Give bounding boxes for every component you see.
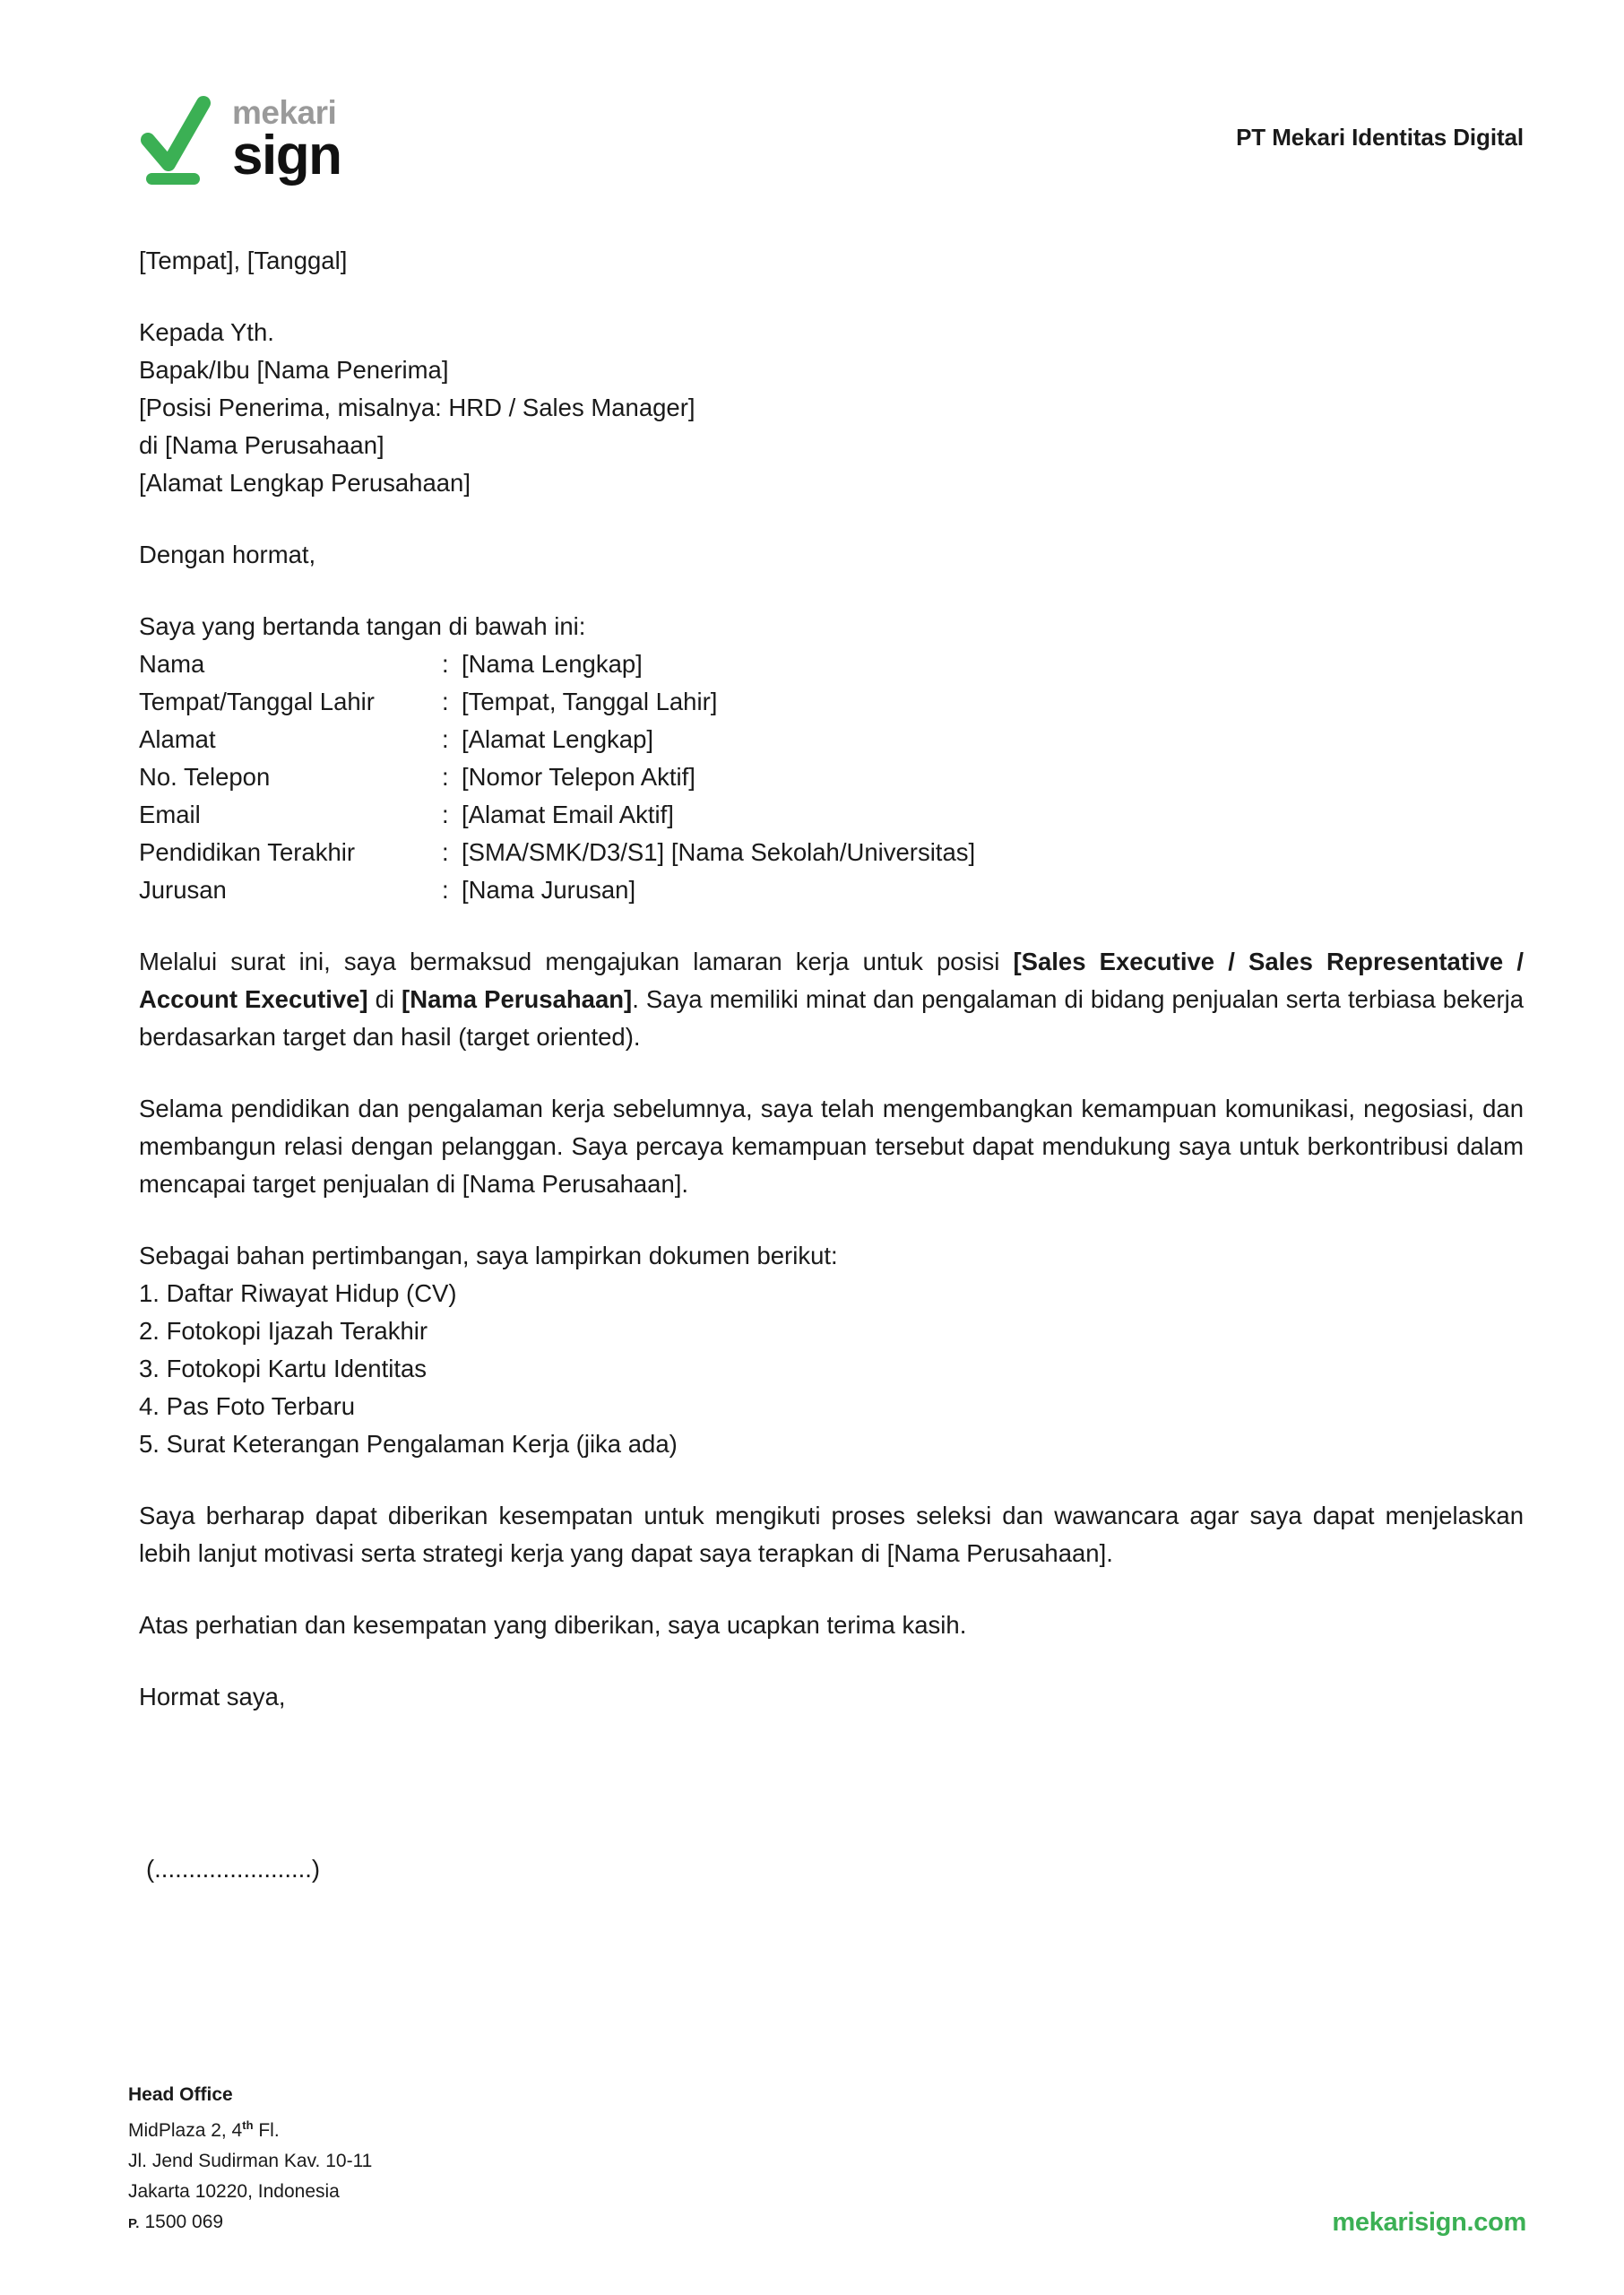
field-colon: : (442, 876, 449, 904)
paragraph-application (139, 943, 1524, 1056)
footer-phone-line (128, 2207, 372, 2239)
table-row (139, 645, 975, 683)
document-footer (128, 2080, 1526, 2239)
attachments-block (139, 1237, 1524, 1463)
logo-wordmark (232, 93, 341, 187)
recipient-line: [Alamat Lengkap Perusahaan] (139, 469, 471, 497)
footer-address-block (128, 2080, 372, 2239)
para1-part-a: Melalui surat ini, saya bermaksud mengajukan lamaran kerja untuk posisi (139, 948, 1014, 975)
recipient-line: Bapak/Ibu [Nama Penerima] (139, 356, 449, 384)
field-value: [Nomor Telepon Aktif] (462, 763, 695, 791)
paragraph-skills: Selama pendidikan dan pengalaman kerja sebelumnya, saya telah mengembangkan kemampuan komunikasi, negosiasi, dan membangun relasi dengan pelanggan. Saya percaya kemampuan tersebut dapat mendukung saya untuk berkontribusi dalam mencapai target penjualan di [Nama Perusahaan]. (139, 1095, 1524, 1198)
field-label: Alamat (139, 725, 216, 753)
recipient-block (139, 314, 1524, 502)
field-colon: : (442, 838, 449, 866)
mekari-sign-logo (139, 91, 341, 189)
field-colon: : (442, 688, 449, 715)
closing-salutation: Hormat saya, (139, 1683, 286, 1710)
letter-body (139, 242, 1524, 1888)
footer-office-title: Head Office (128, 2084, 233, 2105)
list-item: 2. Fotokopi Ijazah Terakhir (139, 1317, 428, 1345)
footer-address-line-1 (128, 2110, 372, 2146)
table-row (139, 758, 975, 796)
para1-bold-company: [Nama Perusahaan] (402, 985, 633, 1013)
para1-part-b: di (367, 985, 402, 1013)
para1-part-c: . Saya memiliki minat dan pengalaman di bidang penjualan serta terbiasa bekerja berdasarkan target dan hasil (target oriented). (139, 985, 1524, 1051)
field-colon: : (442, 801, 449, 828)
field-label: Jurusan (139, 876, 227, 904)
footer-phone-prefix: P. (128, 2216, 140, 2231)
field-label: Pendidikan Terakhir (139, 838, 356, 866)
table-row (139, 683, 975, 721)
footer-address-line-2: Jl. Jend Sudirman Kav. 10-11 (128, 2151, 373, 2171)
identity-intro: Saya yang bertanda tangan di bawah ini: (139, 612, 586, 640)
signature-placeholder: (.......................) (146, 1855, 321, 1883)
footer-website-link[interactable]: mekarisign.com (1332, 2208, 1526, 2237)
field-label: Nama (139, 650, 205, 678)
paragraph-interview-request: Saya berharap dapat diberikan kesempatan untuk mengikuti proses seleksi dan wawancara agar saya dapat menjelaskan lebih lanjut motivasi serta strategi kerja yang dapat saya terapkan di [Nama Perusahaan]. (139, 1502, 1524, 1567)
table-row (139, 796, 975, 834)
footer-address-line-3: Jakarta 10220, Indonesia (128, 2181, 340, 2202)
field-value: [Nama Jurusan] (462, 876, 636, 904)
footer-address-1-pre: MidPlaza 2, 4 (128, 2120, 243, 2141)
footer-phone-number: 1500 069 (144, 2212, 224, 2232)
footer-address-1-post: Fl. (253, 2120, 280, 2141)
check-mark-logo-icon (139, 91, 218, 189)
list-item: 3. Fotokopi Kartu Identitas (139, 1355, 428, 1382)
table-row (139, 721, 975, 758)
signature-space (139, 1716, 1524, 1850)
identity-block (139, 608, 1524, 909)
list-item: 5. Surat Keterangan Pengalaman Kerja (jika ada) (139, 1430, 678, 1458)
table-row (139, 871, 975, 909)
field-value: [Tempat, Tanggal Lahir] (462, 688, 718, 715)
para1-bold-position: [Sales Executive / Sales Representative / Account Executive] (139, 948, 1524, 1013)
footer-address-1-ordinal: th (242, 2118, 254, 2132)
identity-field-table (139, 645, 975, 909)
recipient-line: Kepada Yth. (139, 318, 274, 346)
field-label: No. Telepon (139, 763, 271, 791)
list-item: 4. Pas Foto Terbaru (139, 1392, 356, 1420)
attachments-intro: Sebagai bahan pertimbangan, saya lampirkan dokumen berikut: (139, 1242, 838, 1269)
list-item: 1. Daftar Riwayat Hidup (CV) (139, 1279, 457, 1307)
field-value: [Alamat Email Aktif] (462, 801, 674, 828)
header-company-name: PT Mekari Identitas Digital (1236, 123, 1524, 151)
logo-sign-text: sign (232, 125, 341, 187)
date-line: [Tempat], [Tanggal] (139, 247, 348, 274)
field-colon: : (442, 725, 449, 753)
field-value: [SMA/SMK/D3/S1] [Nama Sekolah/Universitas] (462, 838, 976, 866)
field-colon: : (442, 763, 449, 791)
recipient-line: di [Nama Perusahaan] (139, 431, 384, 459)
logo-mekari-text: mekari (232, 93, 337, 131)
paragraph-thanks: Atas perhatian dan kesempatan yang diberikan, saya ucapkan terima kasih. (139, 1611, 967, 1639)
field-value: [Nama Lengkap] (462, 650, 643, 678)
table-row (139, 834, 975, 871)
salutation: Dengan hormat, (139, 541, 316, 568)
field-colon: : (442, 650, 449, 678)
field-label: Email (139, 801, 201, 828)
field-value: [Alamat Lengkap] (462, 725, 654, 753)
field-label: Tempat/Tanggal Lahir (139, 688, 375, 715)
recipient-line: [Posisi Penerima, misalnya: HRD / Sales Manager] (139, 394, 695, 421)
document-header (139, 86, 1524, 194)
